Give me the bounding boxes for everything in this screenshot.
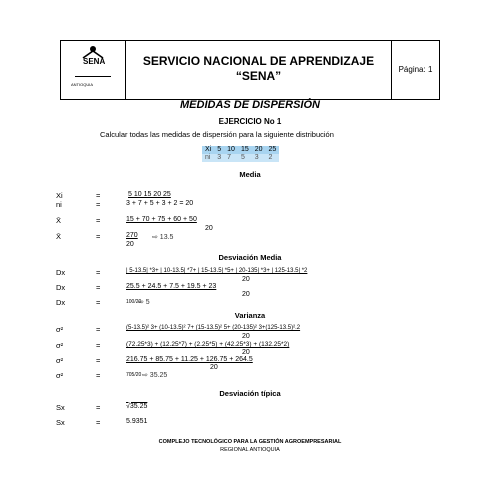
- distribution-table: [202, 146, 279, 162]
- formula-label: σ²: [56, 325, 64, 334]
- distribution-row-x: [202, 146, 279, 154]
- formula-denominator: 20: [242, 333, 250, 340]
- equals-sign: =: [96, 268, 101, 277]
- formula-denominator: 20: [242, 276, 250, 283]
- document-title: MEDIDAS DE DISPERSIÓN: [180, 99, 320, 111]
- formula-numerator: 216.75 + 85.75 + 11.25 + 126.75 + 264.5: [126, 356, 253, 363]
- x-value: 20: [254, 146, 263, 153]
- n-value: 5: [240, 154, 245, 161]
- footer-line1: COMPLEJO TECNOLÓGICO PARA LA GESTIÓN AGROEMPRESARIAL: [158, 439, 342, 445]
- formula-numerator: 15 + 70 + 75 + 60 + 50: [126, 216, 197, 223]
- formula-result: ⇨ 5: [138, 299, 150, 306]
- formula-denominator: 20: [205, 225, 213, 232]
- formula-result: ⇨ 35.25: [142, 372, 168, 379]
- formula-numerator: (5-13.5)² 3+ (10-13.5)² 7+ (15-13.5)² 5+ (20-135)² 3+(125-13.5)².2: [126, 325, 301, 331]
- equals-sign: =: [96, 356, 101, 365]
- formula-result: ⇨ 13.5: [152, 234, 174, 241]
- equals-sign: =: [96, 216, 101, 225]
- section-heading-desviacion-media: Desviación Media: [218, 253, 282, 262]
- logo-cell: [61, 41, 126, 99]
- equals-sign: =: [96, 325, 101, 334]
- formula-label: σ²: [56, 371, 64, 380]
- formula-numerator: | 5-13.5| *3+ | 10-13.5| *7+ | 15-13.5| *5+ | 20-135| *3+ | 125-13.5| *2: [126, 268, 308, 274]
- equals-sign: =: [96, 283, 101, 292]
- logo-subtext: ANTIOQUIA: [71, 82, 94, 87]
- header-title-line2: “SENA”: [235, 69, 282, 83]
- x-value: 25: [268, 146, 277, 153]
- page-number-cell: [392, 41, 439, 99]
- n-value: 2: [268, 154, 273, 161]
- section-heading-varianza: Varianza: [234, 311, 266, 320]
- formula-label: Sx: [56, 403, 65, 412]
- row-label-x: Xi: [205, 146, 212, 153]
- equals-sign: =: [96, 232, 101, 241]
- formula-label: σ²: [56, 356, 64, 365]
- formula-label: Xi: [56, 191, 63, 200]
- document-header: [60, 40, 440, 100]
- n-value: 3: [254, 154, 259, 161]
- formula-expression: 5.9351: [126, 418, 148, 425]
- section-heading-desviacion-tipica: Desviación típica: [219, 389, 281, 398]
- formula-denominator: 20: [126, 241, 134, 248]
- n-value: 3: [217, 154, 222, 161]
- formula-expression: 3 + 7 + 5 + 3 + 2 = 20: [126, 200, 194, 207]
- equals-sign: =: [96, 298, 101, 307]
- equals-sign: =: [96, 341, 101, 350]
- equals-sign: =: [96, 403, 101, 412]
- section-heading-media: Media: [239, 170, 261, 179]
- formula-fraction: 100/20: [126, 299, 142, 305]
- document-page: [56, 40, 440, 480]
- formula-label: σ²: [56, 341, 64, 350]
- x-value: 10: [227, 146, 235, 153]
- footer-line2: REGIONAL ANTIOQUIA: [220, 447, 280, 453]
- equals-sign: =: [96, 371, 101, 380]
- formula-label: Dx: [56, 298, 66, 307]
- equals-sign: =: [96, 418, 101, 427]
- formula-label: Dx: [56, 268, 66, 277]
- equals-sign: =: [96, 191, 101, 200]
- formula-label: Sx: [56, 418, 65, 427]
- equals-sign: =: [96, 200, 101, 209]
- formula-denominator: 20: [242, 349, 250, 356]
- distribution-row-n: [202, 154, 279, 162]
- formula-label: X̄: [56, 232, 62, 241]
- logo-rule: [75, 68, 111, 77]
- sqrt-expression: √35.25: [126, 403, 148, 410]
- instruction-text: Calcular todas las medidas de dispersión para la siguiente distribución: [100, 130, 334, 139]
- header-title-line1: SERVICIO NACIONAL DE APRENDIZAJE: [142, 54, 375, 68]
- exercise-heading: EJERCICIO No 1: [218, 117, 282, 126]
- n-value: 7: [227, 154, 232, 161]
- formula-label: X̄: [56, 216, 62, 225]
- formula-label: ni: [56, 200, 62, 209]
- formula-label: Dx: [56, 283, 66, 292]
- formula-denominator: 20: [242, 291, 250, 298]
- row-label-n: ni: [205, 154, 211, 161]
- logo-text: SENA: [83, 57, 106, 66]
- formula-expression: 5 10 15 20 25: [128, 191, 171, 198]
- x-value: 5: [217, 146, 222, 153]
- header-title-cell: [126, 41, 392, 99]
- page-number: Página: 1: [398, 65, 433, 74]
- formula-fraction: 705/20: [126, 372, 142, 378]
- x-value: 15: [240, 146, 249, 153]
- formula-numerator: 270: [126, 232, 138, 239]
- formula-denominator: 20: [210, 364, 218, 371]
- formula-numerator: (72.25*3) + (12.25*7) + (2.25*5) + (42.25*3) + (132.25*2): [126, 341, 290, 348]
- formula-numerator: 25.5 + 24.5 + 7.5 + 19.5 + 23: [126, 283, 217, 290]
